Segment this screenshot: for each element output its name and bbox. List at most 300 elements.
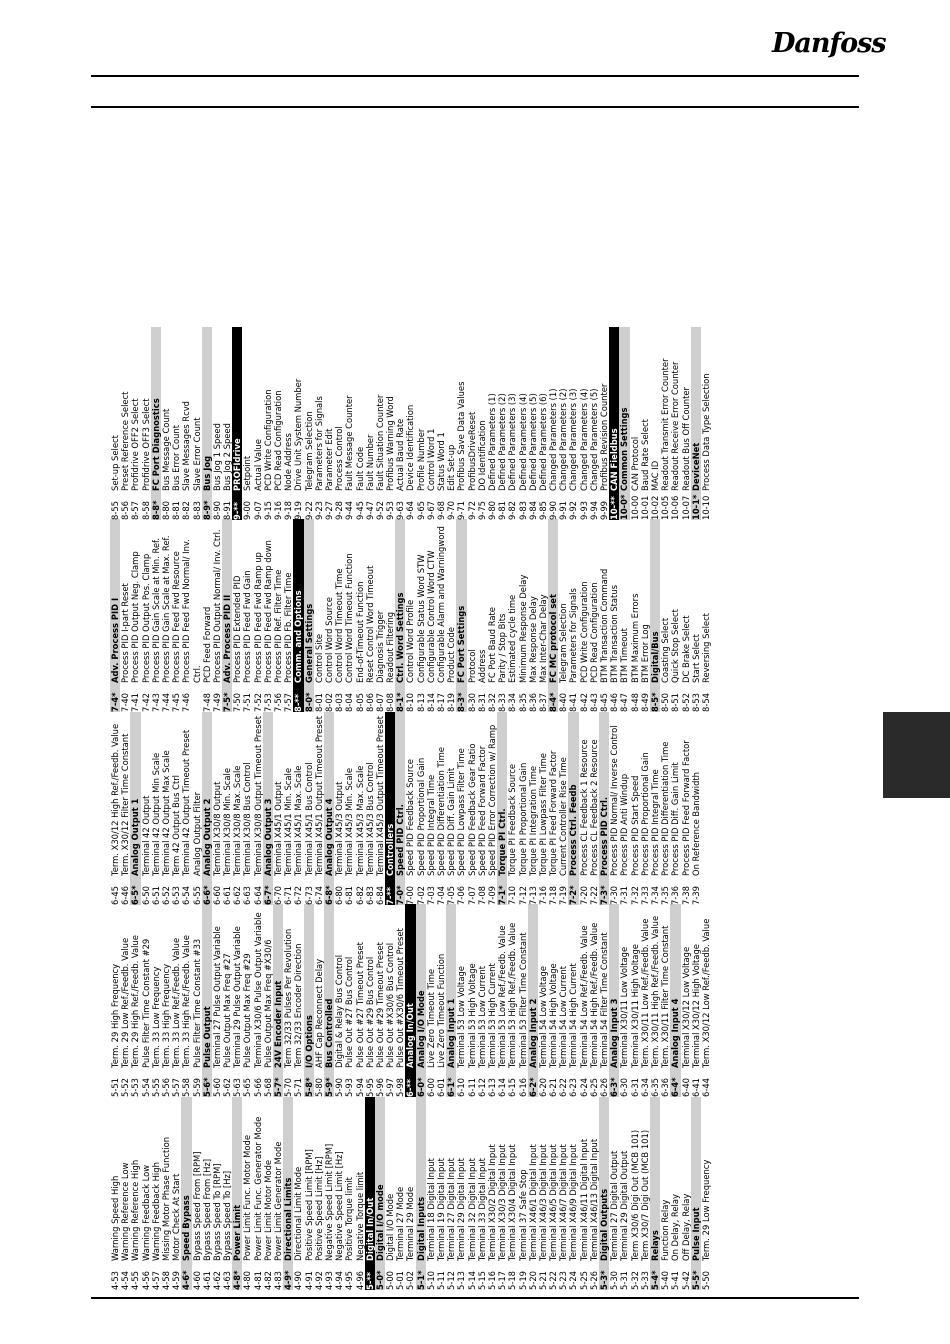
parameter-code: 5-63: [232, 1077, 243, 1097]
parameter-group-heading: [130, 712, 140, 905]
parameter-row: [365, 904, 375, 1097]
parameter-group-heading: [202, 327, 212, 520]
parameter-row: [293, 712, 303, 905]
parameter-row: [670, 327, 680, 520]
parameter-code: 9-80: [486, 500, 497, 520]
parameter-row: [141, 1097, 151, 1290]
parameter-name: Actual Baud Rate: [395, 418, 406, 491]
parameter-name: Terminal X46/3 Digital Input: [537, 1144, 548, 1261]
parameter-row: [130, 327, 140, 520]
parameter-name: Analog Input 2: [527, 998, 538, 1068]
parameter-row: [253, 1097, 263, 1290]
parameter-group-major: [232, 327, 242, 520]
parameter-name: Pulse Out #27 Timeout Preset: [354, 942, 365, 1068]
parameter-row: [314, 712, 324, 905]
parameter-row: [375, 712, 385, 905]
parameter-code: 8-01: [313, 692, 324, 712]
parameter-code: 7-33: [639, 885, 650, 905]
parameter-row: [171, 904, 181, 1097]
parameter-group-heading: [568, 712, 578, 905]
parameter-name: Pulse Output Max Freq #X30/6: [262, 939, 273, 1068]
parameter-name: Digital I/O Mode: [385, 1193, 396, 1261]
parameter-group-heading: [222, 519, 232, 712]
parameter-code: 5-30: [609, 1270, 620, 1290]
parameter-row: [263, 904, 273, 1097]
parameter-name: Terminal 27 Digital Output: [609, 1150, 620, 1261]
parameter-name: Changed Parameters (2): [558, 388, 569, 491]
parameter-name: PCD Feed Forward: [201, 606, 212, 683]
parameter-code: 7-39: [690, 885, 701, 905]
parameter-row: [497, 1097, 507, 1290]
parameter-name: Term. 33 High Frequency: [160, 963, 171, 1068]
parameter-name: Term. 29 High Ref./Feedb. Value: [130, 935, 141, 1068]
chapter-side-tab: [883, 712, 950, 798]
parameter-code: 7-41: [130, 692, 141, 712]
parameter-name: On Delay, Relay: [670, 1194, 681, 1261]
parameter-code: 9-45: [354, 500, 365, 520]
parameter-row: [436, 1097, 446, 1290]
parameter-name: Diagnosis Trigger: [374, 610, 385, 683]
parameter-row: [385, 519, 395, 712]
parameter-name: Torque PI Ctrl.: [497, 808, 508, 876]
parameter-name: Terminal X45/1 Output: [273, 781, 283, 876]
parameter-name: FC MC protocol set: [548, 594, 559, 683]
parameter-row: [365, 327, 375, 520]
parameter-group-heading: [650, 519, 660, 712]
parameter-name: BTM Maximum Errors: [629, 593, 640, 683]
parameter-row: [518, 904, 528, 1097]
parameter-row: [212, 327, 222, 520]
parameter-row: [405, 1097, 415, 1290]
parameter-row: [681, 904, 691, 1097]
parameter-name: Pulse Input: [690, 1207, 701, 1261]
parameter-row: [650, 327, 660, 520]
parameter-code: 8-58: [140, 500, 151, 520]
parameter-name: Term. 29 High Frequency: [110, 963, 120, 1068]
parameter-row: [599, 327, 609, 520]
parameter-name: Control Word Timeout Time: [334, 568, 345, 683]
parameter-code: 4-54: [120, 1270, 131, 1290]
parameter-name: Profidrive OFF2 Select: [130, 398, 141, 491]
parameter-row: [141, 519, 151, 712]
parameter-code: 5-96: [374, 1077, 385, 1097]
parameter-name: Process PID Feed Fwd Resource: [171, 551, 182, 683]
parameter-row: [416, 519, 426, 712]
parameter-code: 7-2*: [568, 885, 579, 905]
parameter-name: Warning Feedback Low: [140, 1164, 151, 1261]
parameter-code: 7-45: [171, 692, 182, 712]
parameter-name: Terminal 53 High Ref./Feedb. Value: [507, 922, 518, 1068]
parameter-name: Terminal X46/1 Digital Input: [527, 1144, 538, 1261]
parameter-row: [548, 327, 558, 520]
parameter-code: 5-59: [191, 1077, 202, 1097]
parameter-name: Terminal X30/8 Bus Control: [242, 762, 253, 876]
parameter-name: Analog Output 2: [201, 798, 212, 876]
parameter-code: 6-22: [558, 1077, 569, 1097]
parameter-name: Changed Parameters (3): [568, 388, 579, 491]
parameter-code: 7-**: [385, 886, 396, 905]
parameter-name: Terminal X45/3 Bus Control: [364, 762, 375, 876]
parameter-row: [619, 1097, 629, 1290]
parameter-code: 6-45: [110, 885, 120, 905]
parameter-name: Analog Output 4: [323, 798, 334, 876]
parameter-name: Max Response Delay: [527, 596, 538, 683]
parameter-row: [630, 712, 640, 905]
parameter-name: Process CL Feedback 2 Resource: [588, 739, 599, 876]
parameter-code: 10-10: [700, 495, 711, 520]
parameter-name: Digital In/Out: [364, 1197, 375, 1261]
parameter-name: Terminal 37 Safe Stop: [517, 1169, 528, 1261]
parameter-name: Edit Set-up: [446, 444, 457, 491]
parameter-name: Quick Stop Select: [670, 609, 681, 683]
parameter-code: 8-30: [466, 692, 477, 712]
parameter-name: Telegram Selection: [558, 603, 569, 683]
parameter-name: Control Word Source: [323, 597, 334, 683]
parameter-code: 4-59: [171, 1270, 182, 1290]
parameter-row: [120, 712, 130, 905]
parameter-name: Positive Torque limit: [344, 1177, 355, 1261]
parameter-group-heading: [599, 712, 609, 905]
parameter-name: Live Zero Timeout Time: [425, 968, 436, 1068]
parameter-code: 5-80: [313, 1077, 324, 1097]
parameter-name: Off Delay, Relay: [680, 1193, 691, 1261]
parameter-name: Ctrl.: [191, 665, 202, 683]
parameter-code: 6-52: [160, 885, 171, 905]
parameter-code: 6-16: [517, 1077, 528, 1097]
parameter-code: 5-68: [262, 1077, 273, 1097]
parameter-name: Negative Speed Limit [RPM]: [323, 1143, 334, 1261]
parameter-name: Terminal X30/8 Output Timeout Preset: [252, 715, 263, 876]
parameter-group-heading: [304, 904, 314, 1097]
parameter-name: Terminal X45/3 Min. Scale: [344, 768, 355, 876]
parameter-row: [344, 712, 354, 905]
parameter-name: ProfibusDriveReset: [466, 411, 477, 491]
parameter-group-heading: [691, 1097, 701, 1290]
parameter-code: 9-19: [293, 500, 304, 520]
parameter-code: 6-21: [548, 1077, 559, 1097]
parameter-name: Protocol: [466, 649, 477, 683]
parameter-row: [242, 712, 252, 905]
parameter-name: Speed PID Feed Forward Factor: [476, 745, 487, 876]
parameter-name: Bypass Speed From [RPM]: [191, 1151, 202, 1261]
parameter-code: 7-20: [578, 885, 589, 905]
parameter-name: BTM Error Log: [639, 624, 650, 683]
parameter-name: Terminal 29 Digital Input: [456, 1158, 467, 1261]
parameter-code: 9-68: [436, 500, 446, 520]
parameter-row: [202, 519, 212, 712]
parameter-row: [619, 712, 629, 905]
parameter-name: 24V Encoder Input: [273, 980, 283, 1068]
parameter-row: [681, 519, 691, 712]
parameter-name: Terminal 27 Pulse Output Variable: [211, 926, 222, 1068]
parameter-name: Actual Value: [252, 439, 263, 491]
parameter-code: 10-07: [680, 495, 691, 520]
parameter-row: [467, 327, 477, 520]
parameter-code: 5-3*: [599, 1270, 609, 1290]
parameter-code: 5-41: [670, 1270, 681, 1290]
parameter-code: 4-55: [130, 1270, 141, 1290]
parameter-name: Relays: [649, 1230, 660, 1261]
parameter-code: 6-84: [374, 885, 385, 905]
parameter-code: 9-70: [446, 500, 457, 520]
parameter-code: 9-83: [517, 500, 528, 520]
parameter-group-heading: [375, 1097, 385, 1290]
parameter-code: 8-14: [425, 692, 436, 712]
parameter-code: 8-54: [700, 692, 711, 712]
parameter-name: Terminal 54 Low Ref./Feedb. Value: [578, 925, 589, 1068]
parameter-row: [171, 712, 181, 905]
parameter-row: [568, 1097, 578, 1290]
parameter-code: 8-19: [446, 692, 457, 712]
parameter-code: 5-70: [283, 1077, 294, 1097]
parameter-name: Terminal X30/4 Digital Input: [507, 1144, 518, 1261]
parameter-row: [212, 1097, 222, 1290]
parameter-code: 5-40: [660, 1270, 671, 1290]
parameter-name: Terminal 42 Output: [140, 795, 151, 876]
parameter-row: [314, 519, 324, 712]
parameter-code: 8-45: [599, 692, 609, 712]
parameter-row: [130, 904, 140, 1097]
parameter-row: [701, 1097, 711, 1290]
parameter-name: Process PID Output Normal/ Inv. Ctrl.: [211, 529, 222, 683]
parameter-row: [304, 1097, 314, 1290]
parameter-code: 10-00: [629, 495, 640, 520]
parameter-name: Terminal X46/7 Digital Input: [558, 1144, 569, 1261]
parameter-code: 8-02: [323, 692, 334, 712]
parameter-row: [375, 519, 385, 712]
parameter-row: [253, 519, 263, 712]
parameter-name: Fault Number: [364, 434, 375, 491]
parameter-code: 9-00: [242, 500, 253, 520]
parameter-name: Defined Parameters (1): [486, 393, 497, 491]
parameter-name: Address: [476, 649, 487, 683]
parameter-code: 5-22: [548, 1270, 559, 1290]
parameter-code: 6-62: [232, 885, 243, 905]
parameter-name: Process PID Ref. Filter Time: [273, 569, 283, 683]
parameter-name: Term. 33 Low Frequency: [150, 966, 161, 1068]
parameter-row: [365, 519, 375, 712]
parameter-code: 7-03: [425, 885, 436, 905]
parameter-name: Process PID Feed Fwd Gain: [242, 570, 253, 683]
parameter-group-major: [385, 712, 395, 905]
parameter-row: [579, 904, 589, 1097]
parameter-name: Terminal X30/2 Digital Input: [486, 1144, 497, 1261]
parameter-row: [192, 1097, 202, 1290]
parameter-group-heading: [670, 904, 680, 1097]
parameter-code: 8-46: [609, 692, 620, 712]
parameter-code: 6-81: [344, 885, 355, 905]
parameter-name: Bus Error Count: [171, 424, 182, 491]
parameter-name: Motor Check At Start: [171, 1173, 182, 1261]
parameter-name: Process PID Gain Scale at Min. Ref.: [150, 537, 161, 683]
parameter-row: [181, 904, 191, 1097]
parameter-name: Term. X30/11 Low Ref./Feedb. Value: [639, 918, 650, 1068]
parameter-name: Reversing Select: [700, 613, 711, 683]
parameter-code: 9-22: [303, 500, 314, 520]
parameter-code: 7-12: [517, 885, 528, 905]
parameter-name: Analog Output 1: [130, 798, 141, 876]
parameter-row: [660, 327, 670, 520]
parameter-row: [599, 904, 609, 1097]
parameter-code: 5-65: [242, 1077, 253, 1097]
parameter-row: [650, 712, 660, 905]
parameter-name: Changed Parameters (1): [548, 388, 559, 491]
parameter-row: [518, 519, 528, 712]
parameter-code: 10-05: [660, 495, 671, 520]
parameter-row: [161, 904, 171, 1097]
parameter-name: Directional Limit Mode: [293, 1166, 304, 1261]
parameter-row: [467, 904, 477, 1097]
parameter-code: 8-5*: [649, 692, 660, 712]
parameter-name: Terminal 42 Output Timeout Preset: [181, 729, 192, 876]
parameter-code: 4-57: [150, 1270, 161, 1290]
parameter-name: Parameters for Signals: [568, 588, 579, 683]
parameter-code: 9-27: [323, 500, 334, 520]
parameter-code: 4-9*: [283, 1270, 294, 1290]
parameter-code: 8-48: [629, 692, 640, 712]
parameter-group-heading: [232, 1097, 242, 1290]
parameter-name: Process PID Anti Windup: [619, 773, 630, 876]
parameter-code: 5-13: [456, 1270, 467, 1290]
parameter-code: 7-00: [405, 885, 416, 905]
parameter-name: I/O Options: [303, 1015, 314, 1068]
parameter-name: Terminal 54 High Voltage: [548, 963, 559, 1068]
parameter-code: 7-0*: [395, 885, 406, 905]
parameter-row: [446, 712, 456, 905]
parameter-group-heading: [619, 327, 629, 520]
parameter-name: Current Controller Rise Time: [558, 757, 569, 876]
parameter-row: [263, 327, 273, 520]
parameter-row: [141, 327, 151, 520]
parameter-row: [660, 712, 670, 905]
parameter-code: 8-07: [374, 692, 385, 712]
parameter-name: Preset Reference Select: [120, 391, 131, 491]
parameter-code: 7-05: [446, 885, 457, 905]
parameter-name: Function Relay: [660, 1199, 671, 1261]
parameter-code: 8-53: [690, 692, 701, 712]
parameter-group-heading: [283, 1097, 293, 1290]
parameter-code: 6-34: [639, 1077, 650, 1097]
parameter-row: [436, 712, 446, 905]
parameter-row: [426, 519, 436, 712]
parameter-name: Process PID Extended PID: [232, 575, 243, 683]
parameter-row: [120, 327, 130, 520]
parameter-code: 9-72: [466, 500, 477, 520]
parameter-name: Analog Output 3: [262, 798, 273, 876]
parameter-name: Process Ctrl. Feedb: [568, 784, 579, 876]
parameter-name: Process PID Feed Fwd Ramp down: [262, 540, 273, 683]
parameter-row: [385, 327, 395, 520]
parameter-code: 9-99: [599, 500, 609, 520]
parameter-name: Configurable Control Word CTW: [425, 550, 436, 683]
parameter-code: 6-74: [313, 885, 324, 905]
parameter-name: Process PID Feed Fwd Ramp up: [252, 552, 263, 683]
parameter-row: [120, 1097, 130, 1290]
parameter-row: [670, 519, 680, 712]
parameter-name: Term 32/33 Encoder Direction: [293, 943, 304, 1068]
parameter-row: [568, 519, 578, 712]
parameter-code: 7-16: [537, 885, 548, 905]
parameter-code: 8-08: [385, 692, 396, 712]
parameter-row: [232, 904, 242, 1097]
parameter-name: Term. X30/11 High Ref./Feedb. Value: [649, 915, 660, 1068]
parameter-name: Analog I/O Mode: [415, 990, 426, 1068]
parameter-row: [242, 1097, 252, 1290]
parameter-name: BTM Transaction Status: [609, 584, 620, 683]
parameter-row: [589, 519, 599, 712]
parameter-code: 8-90: [211, 500, 222, 520]
parameter-row: [579, 519, 589, 712]
parameter-group-heading: [650, 1097, 660, 1290]
parameter-name: Fault Situation Counter: [374, 394, 385, 491]
parameter-name: Analog In/Out: [405, 1003, 416, 1068]
parameter-row: [426, 327, 436, 520]
parameter-name: Torque PI Integration Time: [527, 765, 538, 876]
parameter-code: 9-18: [283, 500, 294, 520]
parameter-code: 5-16: [486, 1270, 497, 1290]
parameter-row: [324, 327, 334, 520]
parameter-row: [314, 904, 324, 1097]
parameter-name: Positive Speed Limit [RPM]: [303, 1149, 314, 1261]
parameter-code: 4-63: [222, 1270, 233, 1290]
parameter-code: 6-25: [588, 1077, 599, 1097]
parameter-code: 6-82: [354, 885, 365, 905]
parameter-code: 8-82: [181, 500, 192, 520]
parameter-row: [660, 904, 670, 1097]
parameter-row: [487, 519, 497, 712]
parameter-code: 8-34: [507, 692, 518, 712]
parameter-code: 6-70: [273, 885, 283, 905]
parameter-code: 10-1*: [690, 494, 701, 520]
parameter-code: 6-3*: [609, 1077, 620, 1097]
parameter-name: Pulse Output Max Freq #29: [242, 953, 253, 1068]
parameter-name: Telegram Selection: [303, 411, 314, 491]
parameter-code: 5-93: [344, 1077, 355, 1097]
parameter-code: 5-57: [171, 1077, 182, 1097]
parameter-code: 8-3*: [456, 692, 467, 712]
parameter-code: 9-23: [313, 500, 324, 520]
parameter-code: 7-38: [680, 885, 691, 905]
parameter-row: [660, 519, 670, 712]
parameter-name: Terminal X30/6 Pulse Output Variable: [252, 912, 263, 1068]
parameter-row: [548, 904, 558, 1097]
parameter-row: [548, 1097, 558, 1290]
parameter-name: Torque PI Feedback Source: [507, 763, 518, 876]
parameter-group-heading: [416, 904, 426, 1097]
parameter-code: 5-01: [395, 1270, 406, 1290]
parameter-name: Term. X30/12 Filter Time Constant: [120, 733, 131, 876]
parameter-code: 4-81: [252, 1270, 263, 1290]
parameter-name: Max Inter-Char Delay: [537, 594, 548, 683]
parameter-row: [405, 712, 415, 905]
parameter-name: Ctrl. Word Settings: [395, 592, 406, 683]
parameter-code: 7-3*: [599, 885, 609, 905]
parameter-code: 6-14: [497, 1077, 508, 1097]
parameter-name: Terminal 27 Digital Input: [446, 1158, 457, 1261]
parameter-name: Terminal 18 Digital Input: [425, 1158, 436, 1261]
parameter-code: 5-51: [110, 1077, 120, 1097]
parameter-name: Terminal X45/3 Max. Scale: [354, 765, 365, 876]
parameter-code: 5-56: [160, 1077, 171, 1097]
parameter-row: [192, 327, 202, 520]
parameter-code: 5-1*: [415, 1270, 426, 1290]
parameter-row: [202, 1097, 212, 1290]
parameter-name: Positive Speed Limit [Hz]: [313, 1156, 324, 1261]
parameter-code: 7-57: [283, 692, 294, 712]
parameter-code: 10-0*: [619, 494, 630, 520]
parameter-row: [507, 904, 517, 1097]
parameter-code: 6-5*: [130, 885, 141, 905]
